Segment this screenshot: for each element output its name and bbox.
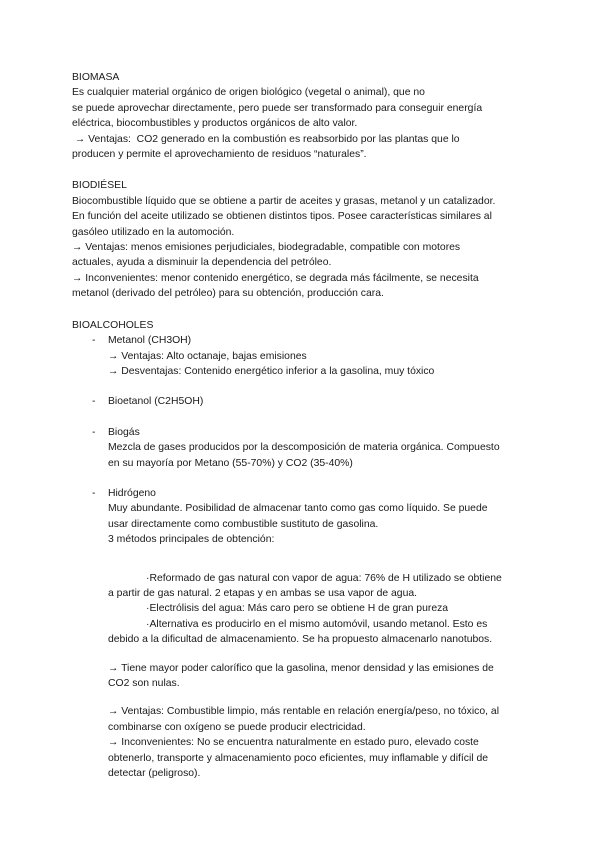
hidrogeno-poder-calorifico: → Tiene mayor poder calorífico que la gasolina, menor densidad y las emisiones de	[108, 662, 494, 674]
biomasa-line: Es cualquier material orgánico de origen biológico (vegetal o animal), que no	[72, 87, 425, 99]
list-item-bioetanol	[72, 394, 532, 409]
list-item-hidrogeno	[72, 486, 532, 782]
hidrogeno-inconvenientes-cont: obtenerlo, transporte y almacenamiento poco eficientes, muy inflamable y difícil de	[108, 752, 489, 764]
heading-biodiesel: BIODIÉSEL	[72, 180, 127, 192]
list-item-metanol	[72, 333, 532, 379]
biogas-name: Biogás	[108, 426, 140, 438]
hidrogeno-line: 3 métodos principales de obtención:	[108, 534, 275, 546]
metodo-alternativa-cont: debido a la dificultad de almacenamiento. Se ha propuesto almacenarlo nanotubos.	[108, 634, 493, 646]
document-page	[72, 70, 532, 796]
hidrogeno-ventajas: → Ventajas: Combustible limpio, más rentable en relación energía/peso, no tóxico, al	[108, 706, 500, 718]
bioetanol-name: Bioetanol (C2H5OH)	[108, 396, 204, 408]
biomasa-line: producen y permite el aprovechamiento de residuos “naturales”.	[72, 149, 367, 161]
hidrogeno-inconvenientes: → Inconvenientes: No se encuentra naturalmente en estado puro, elevado coste	[108, 737, 479, 749]
biomasa-line: eléctrica, biocombustibles y productos orgánicos de alto valor.	[72, 118, 358, 130]
hidrogeno-line: usar directamente como combustible sustituto de gasolina.	[108, 518, 379, 530]
section-biodiesel	[72, 178, 532, 301]
hidrogeno-name: Hidrógeno	[108, 487, 156, 499]
list-dash: -	[92, 487, 96, 499]
heading-biomasa: BIOMASA	[72, 72, 120, 83]
biodiesel-line: gasóleo utilizado en la automoción.	[72, 226, 235, 238]
list-dash: -	[92, 426, 96, 438]
metanol-name: Metanol (CH3OH)	[108, 335, 192, 347]
hidrogeno-poder-calorifico-cont: CO2 son nulas.	[108, 678, 180, 689]
spacer	[72, 691, 532, 704]
section-biomasa	[72, 70, 532, 162]
biogas-line: Mezcla de gases producidos por la descomposición de materia orgánica. Compuesto	[108, 442, 500, 454]
spacer	[72, 648, 532, 661]
biogas-line: en su mayoría por Metano (55-70%) y CO2 (35-40%)	[108, 457, 353, 469]
bioalcoholes-list	[72, 333, 532, 781]
list-dash: -	[92, 335, 96, 347]
biomasa-ventajas: → Ventajas: CO2 generado en la combustión es reabsorbido por las plantas que lo	[72, 133, 460, 145]
heading-bioalcoholes: BIOALCOHOLES	[72, 319, 154, 331]
biodiesel-line: Biocombustible líquido que se obtiene a partir de aceites y grasas, metanol y un catalizador.	[72, 195, 496, 207]
biodiesel-ventajas: → Ventajas: menos emisiones perjudiciales, biodegradable, compatible con motores	[72, 242, 461, 254]
metodos-obtencion	[72, 563, 532, 782]
biodiesel-line: En función del aceite utilizado se obtienen distintos tipos. Posee características similares al	[72, 211, 492, 223]
spacer	[108, 548, 532, 563]
hidrogeno-ventajas-cont: combinarse con oxígeno se puede producir electricidad.	[108, 721, 366, 733]
biodiesel-line: metanol (derivado del petróleo) para su obtención, producción cara.	[72, 288, 384, 300]
metodo-reformado: ·Reformado de gas natural con vapor de agua: 76% de H utilizado se obtiene	[146, 572, 502, 584]
hidrogeno-line: Muy abundante. Posibilidad de almacenar tanto como gas como líquido. Se puede	[108, 503, 488, 515]
biodiesel-inconvenientes: → Inconvenientes: menor contenido energético, se degrada más fácilmente, se necesita	[72, 272, 479, 284]
hidrogeno-inconvenientes-cont: detectar (peligroso).	[108, 768, 201, 780]
metodo-electrolisis: ·Electrólisis del agua: Más caro pero se obtiene H de gran pureza	[146, 603, 449, 615]
metodo-alternativa: ·Alternativa es producirlo en el mismo automóvil, usando metanol. Esto es	[146, 618, 488, 630]
list-item-biogas	[72, 425, 532, 471]
metanol-ventajas: → Ventajas: Alto octanaje, bajas emisiones	[108, 350, 307, 362]
list-dash: -	[92, 396, 96, 408]
metanol-desventajas: → Desventajas: Contenido energético inferior a la gasolina, muy tóxico	[108, 365, 435, 377]
section-bioalcoholes	[72, 318, 532, 782]
biodiesel-line: actuales, ayuda a disminuir la dependencia del petróleo.	[72, 257, 332, 269]
metodo-reformado-cont: a partir de gas natural. 2 etapas y en ambas se usa vapor de agua.	[108, 587, 418, 599]
biomasa-line: se puede aprovechar directamente, pero puede ser transformado para conseguir energía	[72, 102, 483, 114]
